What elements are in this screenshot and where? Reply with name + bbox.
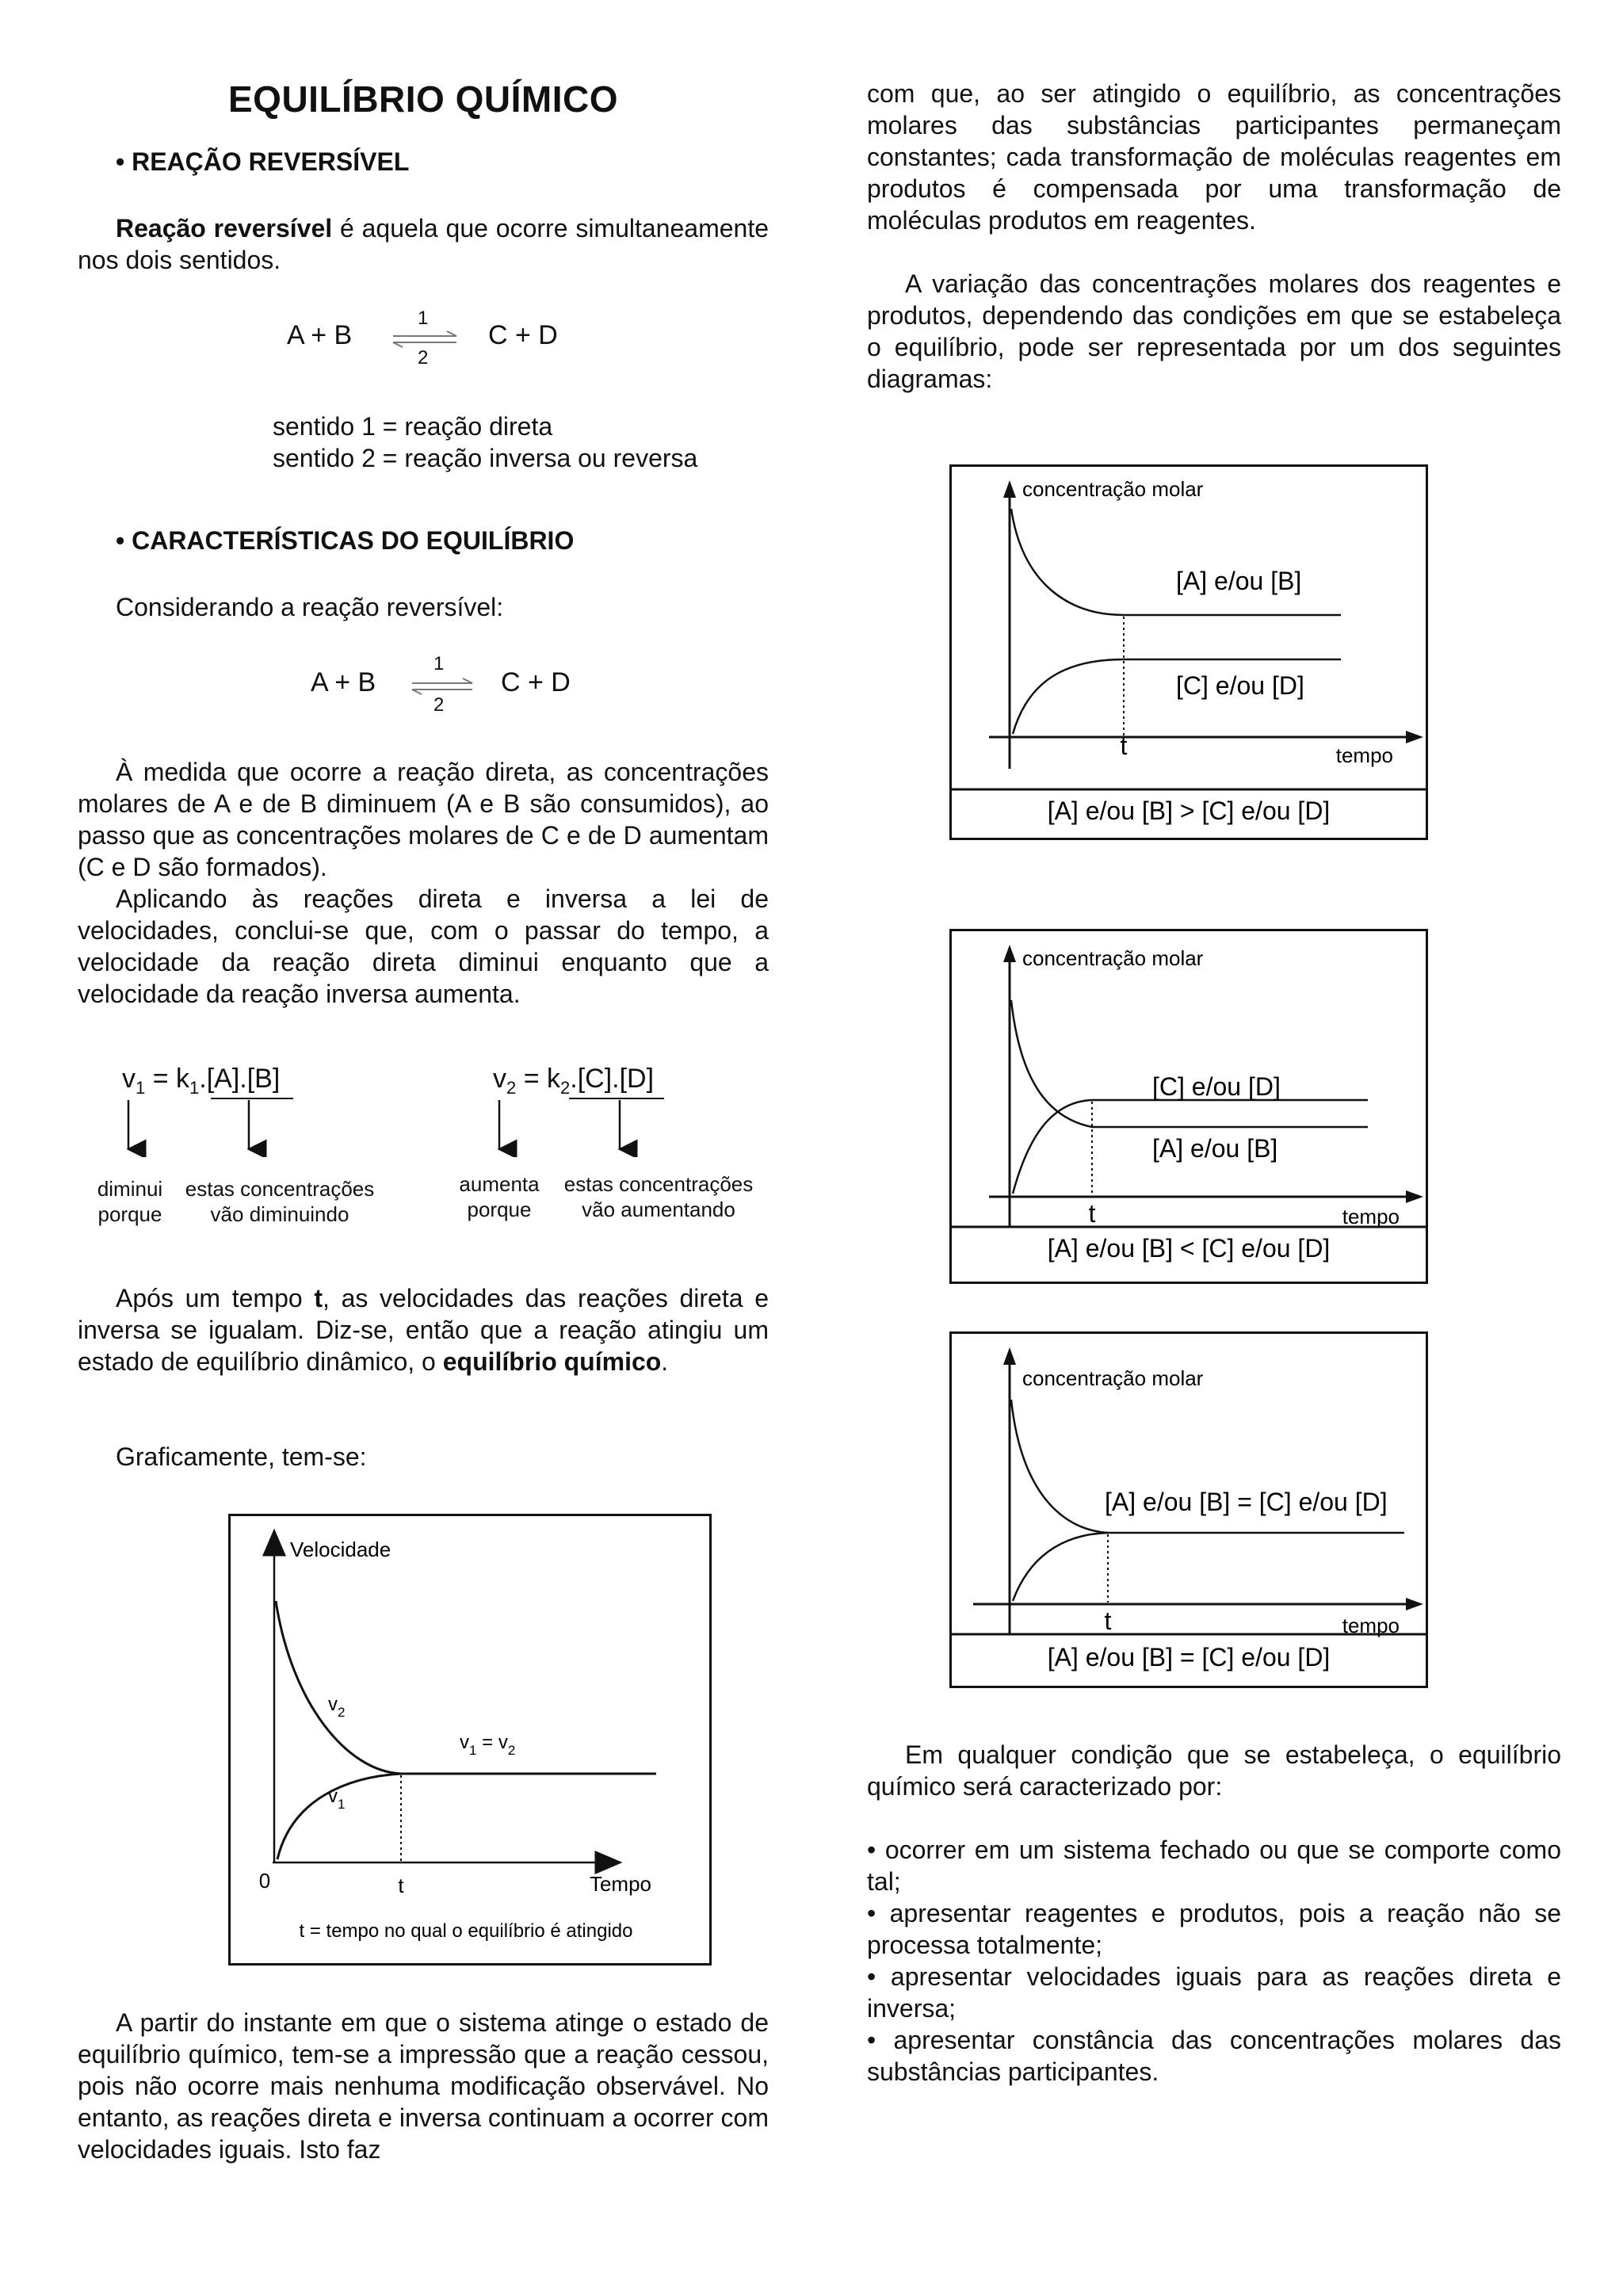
upper-curve bbox=[1011, 509, 1341, 615]
list-item-text: ocorrer em um sistema fechado ou que se comporte como tal; bbox=[867, 1836, 1562, 1896]
rate-constant: = k bbox=[145, 1064, 189, 1094]
section-heading-text: REAÇÃO REVERSÍVEL bbox=[132, 147, 410, 176]
t-tick-label: t bbox=[1120, 732, 1128, 760]
y-axis-label: concentração molar bbox=[1022, 946, 1204, 970]
note-line: vão diminuindo bbox=[210, 1202, 349, 1226]
concentration-chart-3 bbox=[949, 1331, 1428, 1688]
chart-caption: t = tempo no qual o equilíbrio é atingido bbox=[299, 1920, 633, 1942]
note-diminui bbox=[82, 1176, 178, 1227]
x-axis-label: Tempo bbox=[589, 1872, 652, 1896]
bullet-icon: • bbox=[867, 1836, 885, 1864]
paragraph-text: À medida que ocorre a reação direta, as concentrações molares de A e de B diminuem (A e B são consumidos), ao passo que as concentrações molares de C e de D aumentam (C e D são formados). bbox=[78, 758, 769, 881]
bullet-icon: • bbox=[867, 2026, 894, 2054]
definition-term: Reação reversível bbox=[116, 214, 333, 243]
rate-subscript: 2 bbox=[506, 1077, 517, 1098]
rate-concentrations: .[C].[D] bbox=[570, 1064, 655, 1094]
lower-curve bbox=[1013, 1533, 1108, 1601]
note-line: porque bbox=[467, 1198, 532, 1221]
t-tick-label: t bbox=[1088, 1199, 1096, 1228]
paragraph-text: . bbox=[661, 1347, 669, 1376]
chart-frame bbox=[951, 930, 1427, 1283]
upper-series-label: [A] e/ou [B] bbox=[1176, 567, 1302, 595]
equation-products: C + D bbox=[488, 320, 558, 350]
lower-series-label: [C] e/ou [D] bbox=[1176, 671, 1304, 700]
v2-label: $v_2$ bbox=[328, 1694, 346, 1720]
list-item bbox=[867, 2024, 1561, 2088]
velocity-chart bbox=[228, 1514, 712, 1966]
bullet-icon: • bbox=[116, 526, 132, 555]
list-item-text: apresentar constância das concentrações molares das substâncias participantes. bbox=[867, 2026, 1562, 2086]
x-axis-arrowhead bbox=[1406, 1598, 1423, 1610]
paragraph-concentrations bbox=[78, 756, 769, 883]
v-equal-label: $v_1 = v_2$ bbox=[460, 1732, 516, 1758]
paragraph-text: Aplicando às reações direta e inversa a lei de velocidades, conclui-se que, com o passar do tempo, a velocidade da reação direta diminui enquanto que a velocidade da reação inversa aumenta. bbox=[78, 884, 769, 1008]
considering-text: Considerando a reação reversível: bbox=[116, 593, 504, 621]
equation-reactants: A + B bbox=[311, 667, 376, 697]
list-item bbox=[867, 1897, 1561, 1961]
list-item bbox=[867, 1961, 1561, 2024]
note-line: diminui bbox=[97, 1177, 163, 1201]
note-line: aumenta bbox=[459, 1172, 540, 1196]
chart-frame bbox=[951, 466, 1427, 839]
note-line: porque bbox=[97, 1202, 162, 1226]
y-axis-label: concentração molar bbox=[1022, 477, 1204, 501]
paragraph-dynamic bbox=[78, 2007, 769, 2165]
paragraph-text: A partir do instante em que o sistema atinge o estado de equilíbrio químico, tem-se a impressão que a reação cessou, pois não ocorre mais nenhuma modificação observável. No entanto, as reações direta e inversa continuam a ocorrer com velocidades iguais. Isto faz bbox=[78, 2008, 769, 2164]
graph-intro: Graficamente, tem-se: bbox=[116, 1442, 367, 1471]
note-line: estas concentrações bbox=[563, 1172, 754, 1196]
bullet-icon: • bbox=[867, 1962, 891, 1991]
paragraph-text: A variação das concentrações molares dos reagentes e produtos, dependendo das condições em que se estabeleça o equilíbrio, pode ser representada por um dos seguintes diagramas: bbox=[867, 269, 1561, 393]
paragraph-text: , as velocidades das reações direta e inversa se igualam. Diz-se, então que a reação atingiu um estado de equilíbrio dinâmico, o bbox=[78, 1284, 769, 1376]
origin-label: 0 bbox=[258, 1869, 271, 1893]
note-line: estas concentrações bbox=[185, 1177, 375, 1201]
x-axis-arrowhead bbox=[1406, 1190, 1423, 1203]
rate-symbol: v bbox=[122, 1064, 136, 1094]
lower-series-label: [A] e/ou [B] bbox=[1152, 1134, 1278, 1163]
constant-subscript: 1 bbox=[189, 1077, 200, 1098]
t-tick-label: t bbox=[1104, 1606, 1112, 1635]
y-axis-arrowhead bbox=[1003, 945, 1016, 962]
section-heading-reversible bbox=[116, 147, 409, 177]
arrow-label-2: 2 bbox=[433, 694, 445, 716]
paragraph-continuation: com que, ao ser atingido o equilíbrio, as concentrações molares das substâncias participantes permaneçam constantes; cada transformação de moléculas reagentes em produtos é compensada por uma transformação de moléculas produtos em reagentes. bbox=[867, 79, 1561, 235]
paragraph-equilibrium bbox=[78, 1282, 769, 1377]
list-item-text: apresentar reagentes e produtos, pois a reação não se processa totalmente; bbox=[867, 1899, 1562, 1959]
list-item bbox=[867, 1834, 1561, 1897]
y-axis-label: Velocidade bbox=[290, 1538, 391, 1561]
t-tick-label: t bbox=[398, 1874, 404, 1897]
series-label: [A] e/ou [B] = [C] e/ou [D] bbox=[1105, 1488, 1388, 1516]
v1-label: $v_1$ bbox=[328, 1786, 346, 1812]
y-axis-arrowhead bbox=[1003, 1347, 1016, 1365]
x-axis-label: tempo bbox=[1342, 1614, 1400, 1637]
equilibrium-arrows-icon bbox=[409, 677, 477, 696]
rate-arrows bbox=[78, 1094, 769, 1157]
concentration-chart-1 bbox=[949, 464, 1428, 840]
v1-curve bbox=[277, 1774, 401, 1859]
rate-concentrations: .[A].[B] bbox=[199, 1064, 281, 1094]
section-heading-characteristics bbox=[116, 526, 574, 556]
equation-products: C + D bbox=[501, 667, 571, 697]
paragraph-text: Após um tempo bbox=[116, 1284, 315, 1312]
definition-text: é aquela que ocorre simultaneamente nos dois sentidos. bbox=[78, 214, 769, 274]
arrow-label-1: 1 bbox=[418, 308, 429, 329]
bullet-icon: • bbox=[116, 147, 132, 176]
concentration-chart-2 bbox=[949, 929, 1428, 1284]
sense-1: sentido 1 = reação direta bbox=[273, 412, 553, 441]
time-symbol: t bbox=[314, 1284, 323, 1312]
equation-1 bbox=[287, 308, 558, 369]
equation-reactants: A + B bbox=[287, 320, 353, 350]
paragraph-conditions bbox=[867, 1739, 1561, 1802]
section-heading-text: CARACTERÍSTICAS DO EQUILÍBRIO bbox=[132, 526, 575, 555]
chart-caption: [A] e/ou [B] > [C] e/ou [D] bbox=[1047, 797, 1331, 825]
list-item-text: apresentar velocidades iguais para as reações direta e inversa; bbox=[867, 1962, 1562, 2023]
constant-subscript: 2 bbox=[560, 1077, 571, 1098]
equilibrium-term: equilíbrio químico bbox=[442, 1347, 662, 1376]
paragraph-rate-law bbox=[78, 883, 769, 1010]
equation-2 bbox=[311, 653, 571, 716]
paragraph-text: Em qualquer condição que se estabeleça, o equilíbrio químico será caracterizado por: bbox=[867, 1740, 1561, 1801]
rate-symbol: v bbox=[493, 1064, 506, 1094]
note-line: vão aumentando bbox=[582, 1198, 735, 1221]
paragraph-diagrams-intro bbox=[867, 268, 1561, 395]
bullet-icon: • bbox=[867, 1899, 890, 1927]
chart-caption: [A] e/ou [B] < [C] e/ou [D] bbox=[1047, 1234, 1331, 1263]
note-diminuindo bbox=[173, 1176, 387, 1227]
note-aumenta bbox=[444, 1171, 555, 1222]
rate-subscript: 1 bbox=[136, 1077, 146, 1098]
x-axis-label: tempo bbox=[1342, 1205, 1400, 1228]
upper-series-label: [C] e/ou [D] bbox=[1152, 1072, 1281, 1101]
equilibrium-arrows-icon bbox=[390, 330, 461, 349]
y-axis-label: concentração molar bbox=[1022, 1366, 1204, 1390]
arrow-label-1: 1 bbox=[433, 653, 445, 674]
page-title: EQUILÍBRIO QUÍMICO bbox=[228, 78, 618, 120]
arrow-label-2: 2 bbox=[418, 347, 429, 369]
note-aumentando bbox=[550, 1171, 767, 1222]
x-axis-label: tempo bbox=[1335, 743, 1393, 767]
rate-constant: = k bbox=[516, 1064, 560, 1094]
chart-frame bbox=[230, 1515, 711, 1965]
sense-2: sentido 2 = reação inversa ou reversa bbox=[273, 444, 698, 472]
x-axis-arrowhead bbox=[1406, 731, 1423, 743]
chart-caption: [A] e/ou [B] = [C] e/ou [D] bbox=[1047, 1643, 1331, 1671]
y-axis-arrowhead bbox=[1003, 480, 1016, 498]
definition-paragraph bbox=[78, 212, 769, 276]
